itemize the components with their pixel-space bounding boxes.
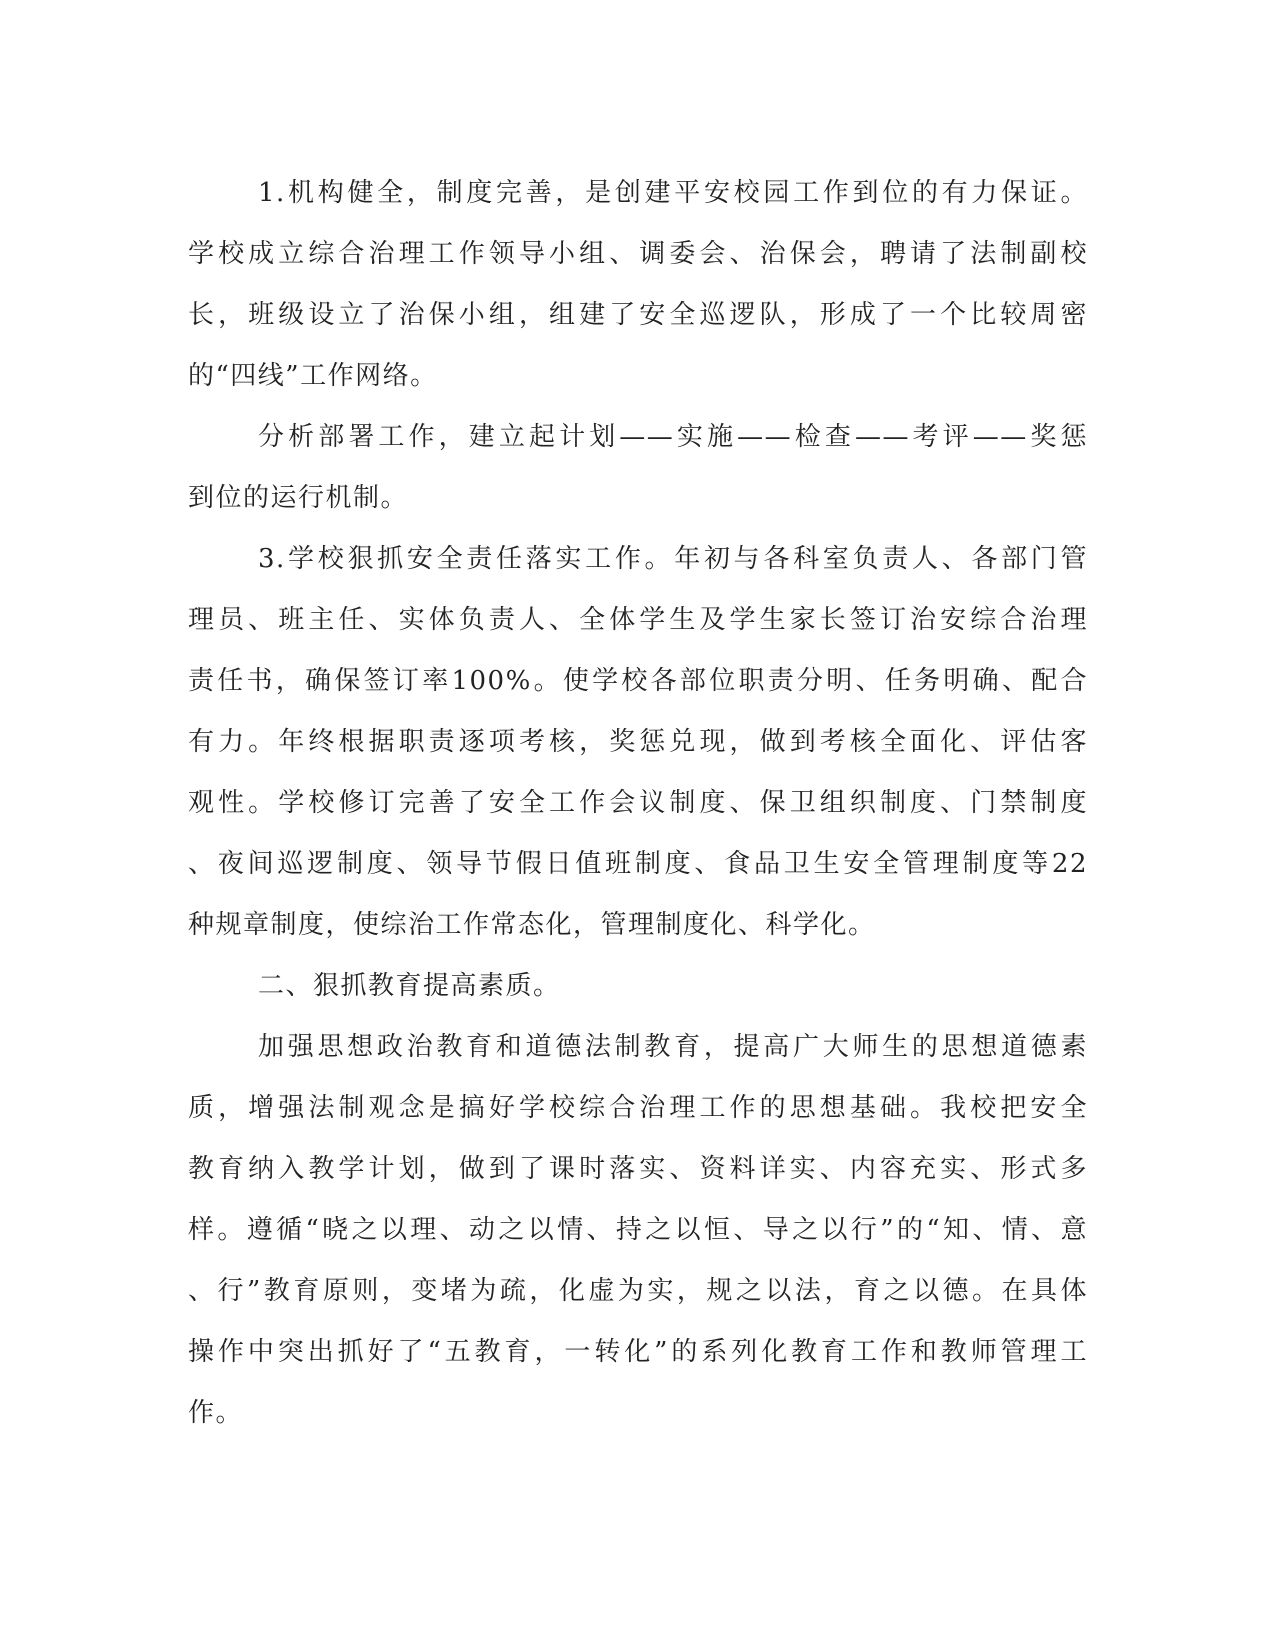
paragraph-line: 作。	[188, 1398, 244, 1428]
paragraph-line: 操作中突出抓好了“五教育，一转化”的系列化教育工作和教师管理工	[188, 1337, 1088, 1367]
paragraph-line: 1.机构健全，制度完善，是创建平安校园工作到位的有力保证。	[258, 178, 1088, 208]
paragraph-line: 样。遵循“晓之以理、动之以情、持之以恒、导之以行”的“知、情、意	[188, 1215, 1088, 1245]
document-body	[188, 163, 1088, 1444]
paragraph-line: 分析部署工作，建立起计划——实施——检查——考评——奖惩	[258, 422, 1088, 452]
paragraph-5	[188, 1017, 1088, 1444]
paragraph-line: 加强思想政治教育和道德法制教育，提高广大师生的思想道德素	[258, 1032, 1088, 1062]
paragraph-line: 、行”教育原则，变堵为疏，化虚为实，规之以法，育之以德。在具体	[188, 1276, 1088, 1306]
paragraph-line: 的“四线”工作网络。	[188, 361, 438, 391]
paragraph-line: 理员、班主任、实体负责人、全体学生及学生家长签订治安综合治理	[188, 605, 1088, 635]
section-heading	[188, 956, 1088, 1017]
paragraph-line: 质，增强法制观念是搞好学校综合治理工作的思想基础。我校把安全	[188, 1093, 1088, 1123]
paragraph-line: 教育纳入教学计划，做到了课时落实、资料详实、内容充实、形式多	[188, 1154, 1088, 1184]
paragraph-line: 有力。年终根据职责逐项考核，奖惩兑现，做到考核全面化、评估客	[188, 727, 1088, 757]
paragraph-line: 责任书，确保签订率100%。使学校各部位职责分明、任务明确、配合	[188, 666, 1088, 696]
paragraph-line: 长，班级设立了治保小组，组建了安全巡逻队，形成了一个比较周密	[188, 300, 1088, 330]
paragraph-line: 观性。学校修订完善了安全工作会议制度、保卫组织制度、门禁制度	[188, 788, 1088, 818]
paragraph-line: 到位的运行机制。	[188, 483, 409, 513]
paragraph-line: 学校成立综合治理工作领导小组、调委会、治保会，聘请了法制副校	[188, 239, 1088, 269]
paragraph-1	[188, 163, 1088, 407]
section-heading-line: 二、狠抓教育提高素质。	[258, 971, 561, 1001]
paragraph-line: 、夜间巡逻制度、领导节假日值班制度、食品卫生安全管理制度等22	[188, 849, 1088, 879]
paragraph-line: 种规章制度，使综治工作常态化，管理制度化、科学化。	[188, 910, 876, 940]
paragraph-2	[188, 407, 1088, 529]
paragraph-3	[188, 529, 1088, 956]
paragraph-line: 3.学校狠抓安全责任落实工作。年初与各科室负责人、各部门管	[258, 544, 1088, 574]
